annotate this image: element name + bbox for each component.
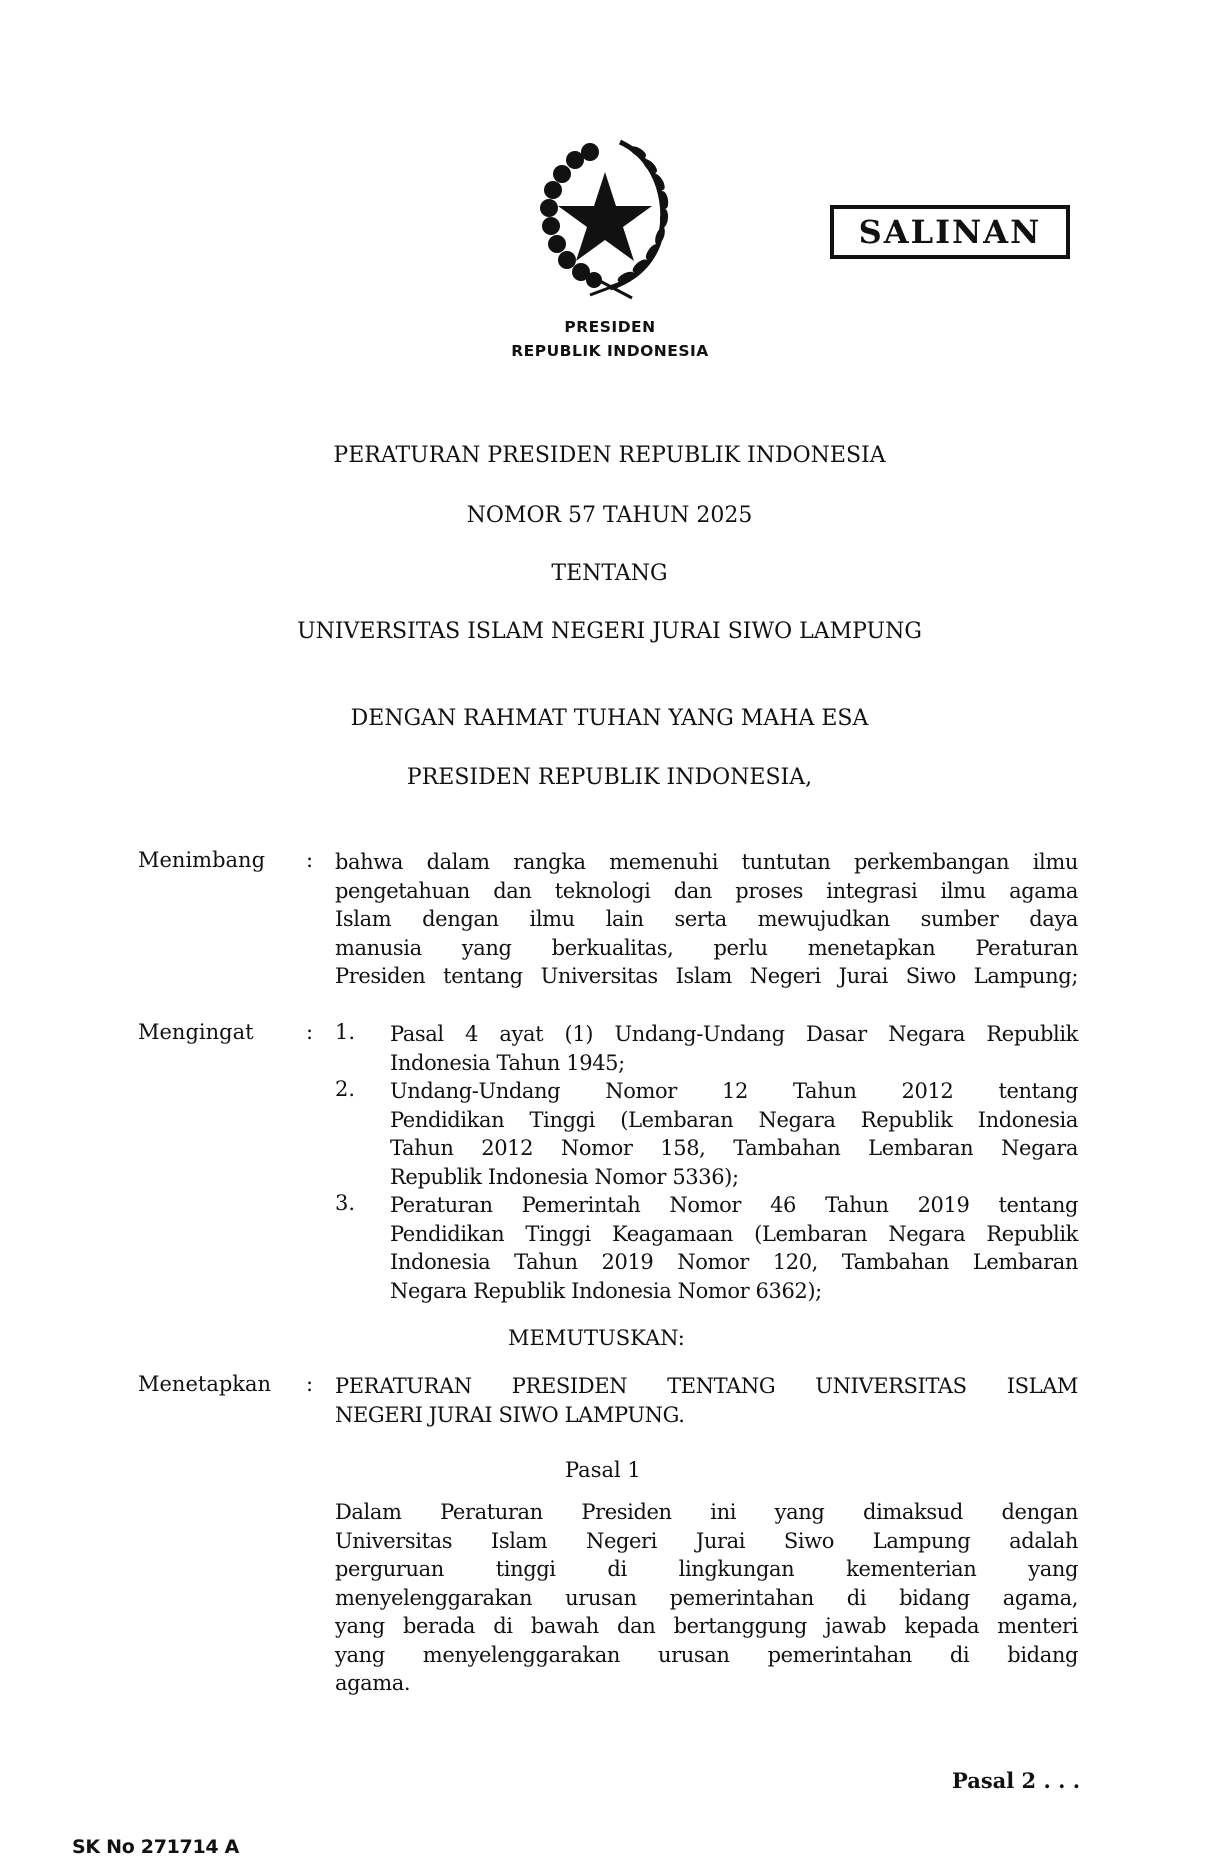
menetapkan-line: NEGERI JURAI SIWO LAMPUNG. bbox=[335, 1402, 685, 1427]
memutuskan-heading: MEMUTUSKAN: bbox=[508, 1326, 685, 1350]
pasal-1-line: yang berada di bawah dan bertanggung jawab kepada menteri bbox=[335, 1614, 1078, 1638]
menimbang-line: manusia yang berkualitas, perlu menetapkan Peraturan bbox=[335, 935, 1078, 960]
mengingat-item-line: Peraturan Pemerintah Nomor 46 Tahun 2019 tentang bbox=[390, 1193, 1078, 1217]
emblem-caption-presiden: PRESIDEN bbox=[564, 318, 656, 336]
regulation-title: PERATURAN PRESIDEN REPUBLIK INDONESIA bbox=[333, 443, 886, 468]
menetapkan-label: Menetapkan bbox=[138, 1372, 272, 1396]
menimbang-line: Presiden tentang Universitas Islam Negeri Jurai Siwo Lampung; bbox=[335, 964, 1078, 988]
mengingat-item-1 bbox=[390, 1020, 1078, 1077]
mengingat-item-line: Republik Indonesia Nomor 5336); bbox=[390, 1164, 739, 1189]
menetapkan-colon: : bbox=[306, 1372, 314, 1396]
regulation-tentang: TENTANG bbox=[551, 561, 668, 586]
menimbang-line: bahwa dalam rangka memenuhi tuntutan perkembangan ilmu bbox=[335, 850, 1078, 874]
mengingat-item-2 bbox=[390, 1077, 1078, 1191]
pasal-1-line: agama. bbox=[335, 1671, 411, 1695]
garuda-emblem-icon bbox=[520, 130, 690, 310]
mengingat-item-line: Undang-Undang Nomor 12 Tahun 2012 tentang bbox=[390, 1079, 1078, 1103]
invocation: DENGAN RAHMAT TUHAN YANG MAHA ESA bbox=[350, 706, 869, 731]
sk-number: SK No 271714 A bbox=[72, 1836, 240, 1858]
pasal-1-line: Dalam Peraturan Presiden ini yang dimaksud dengan bbox=[335, 1500, 1078, 1524]
pasal-1-line: Universitas Islam Negeri Jurai Siwo Lampung adalah bbox=[335, 1528, 1078, 1553]
pasal-1-line: perguruan tinggi di lingkungan kementerian yang bbox=[335, 1557, 1078, 1581]
mengingat-item-line: Negara Republik Indonesia Nomor 6362); bbox=[390, 1278, 822, 1303]
menetapkan-line: PERATURAN PRESIDEN TENTANG UNIVERSITAS ISLAM bbox=[335, 1374, 1078, 1398]
pasal-1-heading: Pasal 1 bbox=[565, 1458, 641, 1482]
mengingat-item-number: 3. bbox=[335, 1191, 356, 1215]
menimbang-label: Menimbang bbox=[138, 848, 266, 872]
pasal-1-paragraph bbox=[335, 1498, 1078, 1698]
next-page-indicator: Pasal 2 . . . bbox=[952, 1768, 1081, 1793]
menimbang-line: Islam dengan ilmu lain serta mewujudkan sumber daya bbox=[335, 907, 1078, 931]
menimbang-colon: : bbox=[306, 848, 314, 872]
mengingat-item-line: Pasal 4 ayat (1) Undang-Undang Dasar Negara Republik bbox=[390, 1022, 1078, 1046]
mengingat-label: Mengingat bbox=[138, 1020, 254, 1044]
mengingat-item-number: 1. bbox=[335, 1020, 356, 1044]
mengingat-item-line: Indonesia Tahun 2019 Nomor 120, Tambahan Lembaran bbox=[390, 1250, 1078, 1274]
emblem-caption-republik: REPUBLIK INDONESIA bbox=[511, 342, 709, 360]
mengingat-item-3 bbox=[390, 1191, 1078, 1305]
regulation-number: NOMOR 57 TAHUN 2025 bbox=[466, 503, 753, 528]
regulation-subject: UNIVERSITAS ISLAM NEGERI JURAI SIWO LAMPUNG bbox=[297, 619, 922, 644]
salinan-stamp: SALINAN bbox=[830, 205, 1070, 259]
mengingat-item-line: Tahun 2012 Nomor 158, Tambahan Lembaran Negara bbox=[390, 1136, 1078, 1160]
menimbang-paragraph bbox=[335, 848, 1078, 991]
mengingat-colon: : bbox=[306, 1020, 314, 1044]
mengingat-item-number: 2. bbox=[335, 1077, 356, 1101]
pasal-1-line: menyelenggarakan urusan pemerintahan di bidang agama, bbox=[335, 1585, 1078, 1610]
menetapkan-paragraph bbox=[335, 1372, 1078, 1429]
president-heading: PRESIDEN REPUBLIK INDONESIA, bbox=[406, 765, 813, 790]
pasal-1-line: yang menyelenggarakan urusan pemerintahan di bidang bbox=[335, 1642, 1078, 1667]
mengingat-item-line: Pendidikan Tinggi Keagamaan (Lembaran Negara Republik bbox=[390, 1221, 1078, 1246]
menimbang-line: pengetahuan dan teknologi dan proses integrasi ilmu agama bbox=[335, 878, 1078, 903]
mengingat-item-line: Indonesia Tahun 1945; bbox=[390, 1050, 625, 1075]
mengingat-item-line: Pendidikan Tinggi (Lembaran Negara Republik Indonesia bbox=[390, 1107, 1078, 1132]
